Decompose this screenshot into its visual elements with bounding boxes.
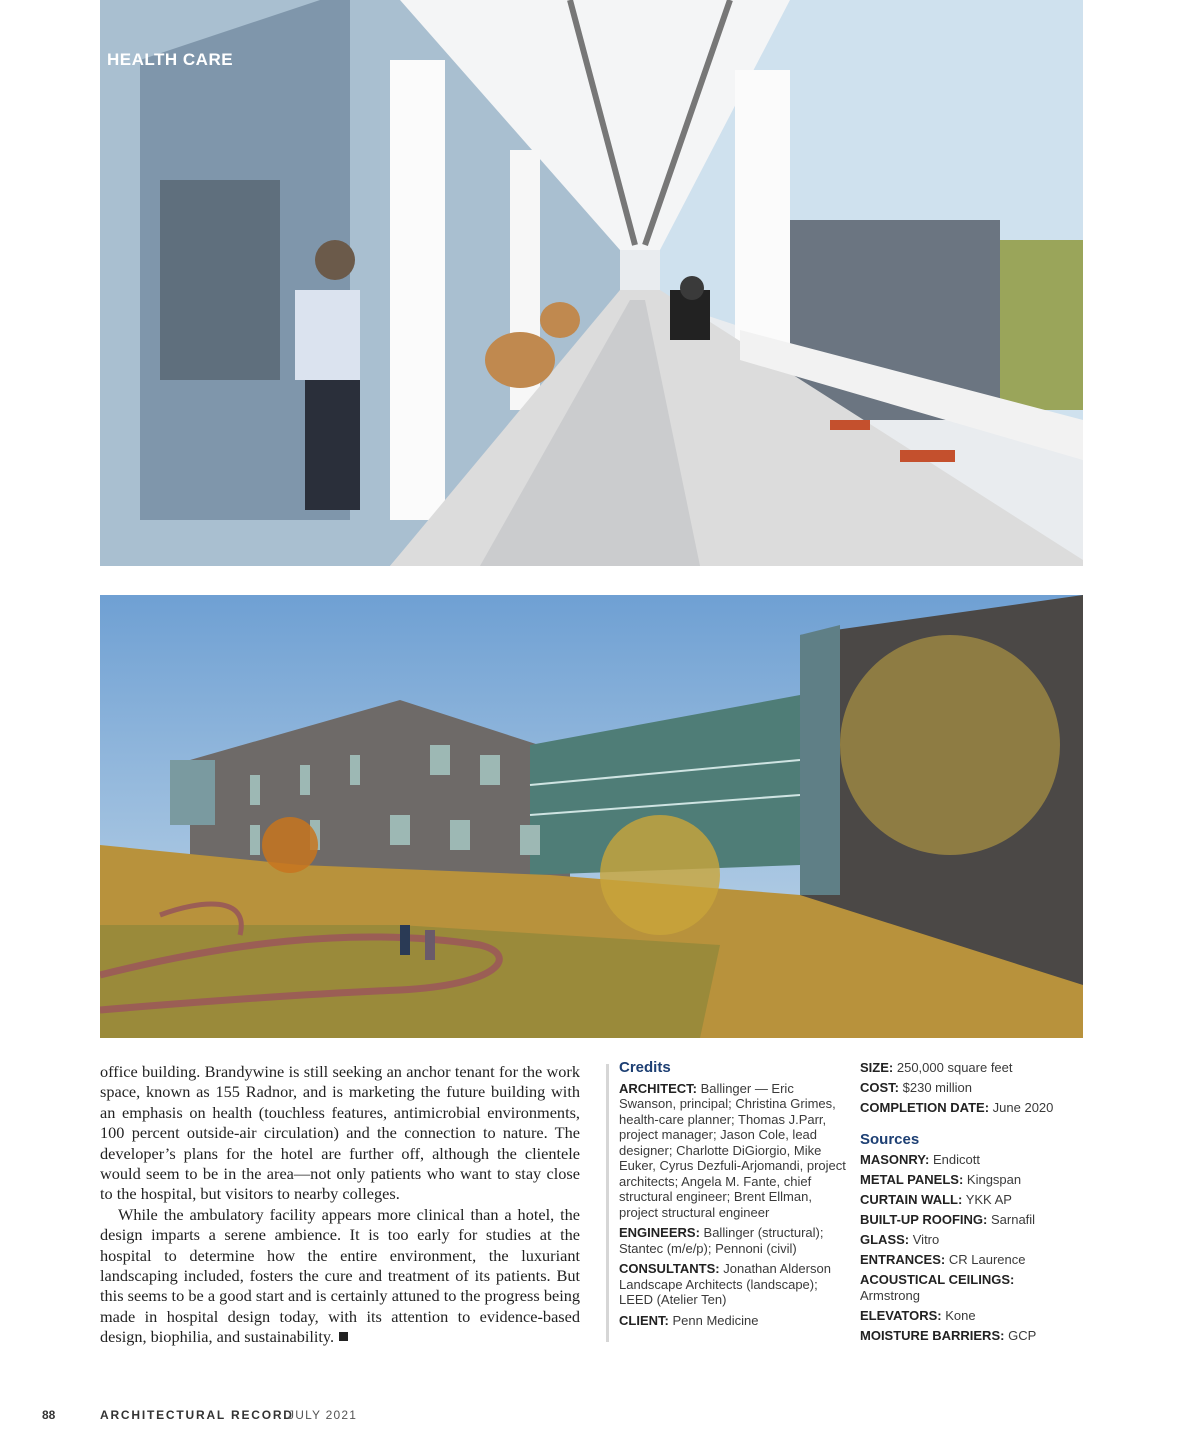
source-label: ELEVATORS: [860, 1307, 942, 1323]
spec-label: COST: [860, 1080, 899, 1095]
sources-heading: Sources [860, 1130, 920, 1148]
spec-value: 250,000 square feet [896, 1060, 1013, 1075]
source-value: Kone [945, 1307, 976, 1323]
page-number: 88 [42, 1408, 56, 1422]
source-acoustical-ceilings [860, 1272, 1085, 1303]
publication-name: ARCHITECTURAL RECORD [100, 1408, 294, 1422]
spec-label: COMPLETION DATE: [860, 1100, 990, 1115]
credit-label: ARCHITECT: [619, 1080, 697, 1096]
source-masonry [860, 1152, 1085, 1168]
credit-value: Penn Medicine [672, 1312, 759, 1328]
source-label: BUILT-UP ROOFING: [860, 1212, 988, 1227]
credit-label: ENGINEERS: [619, 1225, 700, 1240]
specs-column [860, 1060, 1085, 1348]
issue-date: JULY 2021 [288, 1408, 358, 1422]
credits-heading: Credits [619, 1059, 671, 1076]
body-paragraph [100, 1205, 580, 1348]
credit-value: Ballinger — Eric Swanson, principal; Christina Grimes, health-care planner; Thomas J.Parr, project manager; Jason Cole, lead designer; Charlotte DiGiorgio, Mike Euker, Cyrus Dezfuli-Arjomandi, project architects; Angela M. Fante, chief structural engineer; Brent Ellman, project structural engineer [619, 1080, 846, 1220]
credit-value: Ballinger (structural); Stantec (m/e/p); Pennoni (civil) [619, 1225, 824, 1256]
credit-engineers [619, 1225, 847, 1256]
credits-column [619, 1060, 847, 1333]
source-value: Endicott [932, 1152, 980, 1167]
credit-architect [619, 1081, 847, 1221]
credit-value: Jonathan Alderson Landscape Architects (landscape); LEED (Atelier Ten) [619, 1261, 831, 1307]
source-moisture-barriers [860, 1328, 1085, 1344]
source-label: GLASS: [860, 1232, 910, 1247]
source-label: CURTAIN WALL: [860, 1192, 963, 1207]
source-value: Vitro [912, 1232, 940, 1247]
source-value: CR Laurence [948, 1252, 1026, 1267]
source-value: Sarnafil [990, 1212, 1036, 1227]
spec-cost [860, 1080, 1085, 1096]
source-label: MASONRY: [860, 1152, 930, 1167]
spec-value: June 2020 [992, 1100, 1054, 1115]
credit-label: CONSULTANTS: [619, 1261, 720, 1276]
source-label: METAL PANELS: [860, 1172, 964, 1187]
article-body [100, 1062, 580, 1348]
spec-label: SIZE: [860, 1060, 894, 1075]
spec-size [860, 1060, 1085, 1076]
photo-exterior-building [100, 595, 1083, 1038]
photo-interior-corridor [100, 0, 1083, 566]
source-label: ENTRANCES: [860, 1252, 946, 1267]
body-paragraph: office building. Brandywine is still seeking an anchor tenant for the work space, known as 155 Radnor, and is marketing the future building with an emphasis on health (touchless features, antimicrobial environments, 100 percent outside-air circulation) and the connection to nature. The developer’s plans for the hotel are further off, although the clientele would seem to be in the area—not only patients who want to stay close to the hospital, but visitors to nearby colleges. [100, 1062, 580, 1204]
body-paragraph-text: While the ambulatory facility appears more clinical than a hotel, the design imparts a serene ambience. It is too early for studies at the hospital to determine how the entire environment, the luxuriant landscaping included, fosters the cure and treatment of its patients. But this seems to be a good start and is certainly attuned to the progress being made in hospital design today, with its attention to evidence-based design, biophilia, and sustainability. [100, 1204, 580, 1347]
credit-client [619, 1313, 847, 1329]
source-elevators [860, 1308, 1085, 1324]
source-label: MOISTURE BARRIERS: [860, 1327, 1005, 1343]
source-curtain-wall [860, 1192, 1085, 1208]
credit-label: CLIENT: [619, 1312, 669, 1328]
source-value: GCP [1008, 1327, 1037, 1343]
source-value: Armstrong [860, 1287, 920, 1303]
spec-value: $230 million [902, 1080, 972, 1095]
source-value: Kingspan [966, 1172, 1022, 1187]
spec-completion-date [860, 1100, 1085, 1116]
source-label: ACOUSTICAL CEILINGS: [860, 1272, 1015, 1287]
section-label: HEALTH CARE [107, 50, 234, 69]
end-of-article-mark [339, 1332, 348, 1341]
source-glass [860, 1232, 1085, 1248]
source-entrances [860, 1252, 1085, 1268]
credit-consultants [619, 1261, 847, 1308]
source-value: YKK AP [965, 1192, 1012, 1207]
source-metal-panels [860, 1172, 1085, 1188]
source-built-up-roofing [860, 1212, 1085, 1228]
credits-rule [606, 1064, 609, 1342]
